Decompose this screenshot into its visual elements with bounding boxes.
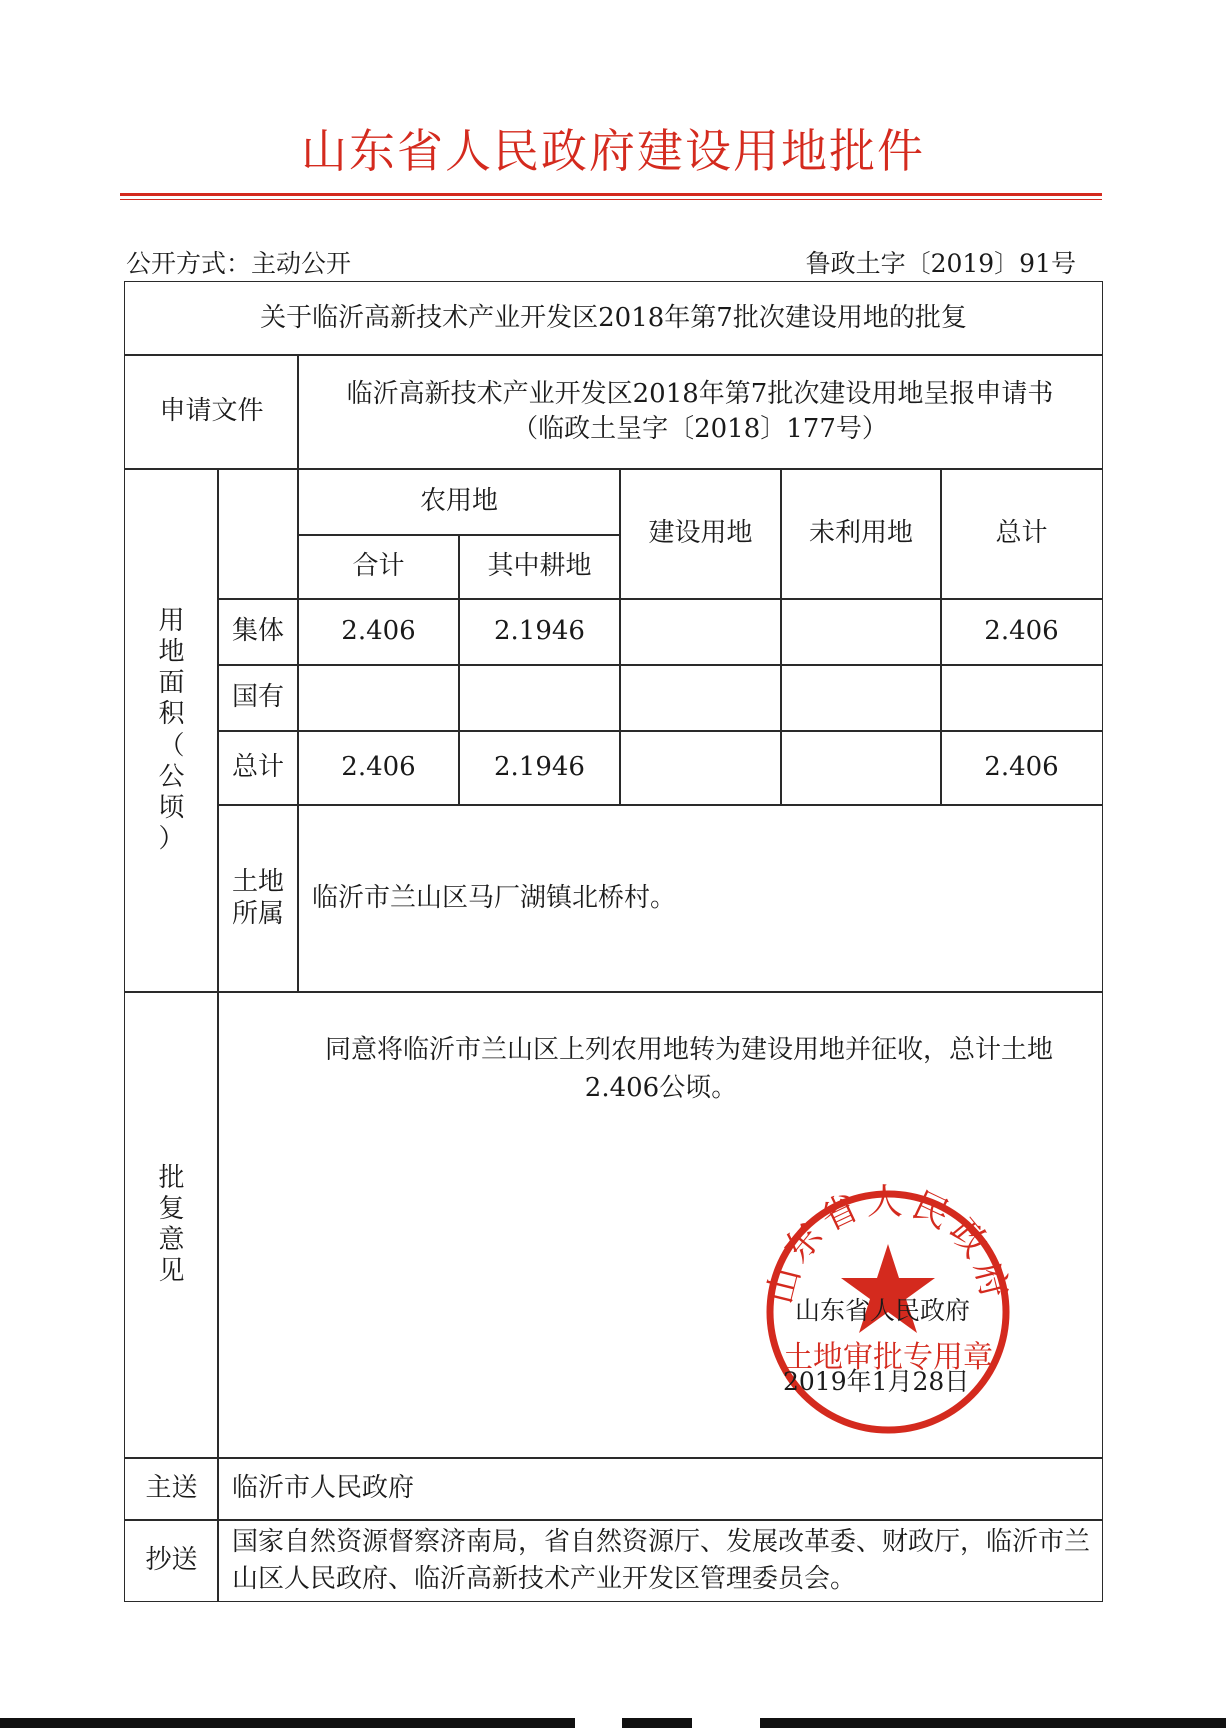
main-recipient: 临沂市人民政府 bbox=[232, 1473, 415, 1504]
vertical-char: ） bbox=[158, 824, 185, 855]
opinion-label bbox=[158, 1163, 184, 1288]
seal-bottom-text: 土地审批专用章 bbox=[783, 1340, 993, 1375]
header-construction-label: 建设用地 bbox=[648, 518, 753, 549]
signing-authority: 山东省人民政府 bbox=[795, 1296, 971, 1325]
row-collective-total bbox=[940, 598, 1103, 666]
row-state-subtotal bbox=[297, 664, 460, 732]
row-label: 国有 bbox=[231, 682, 284, 713]
disclosure-method: 公开方式：主动公开 bbox=[126, 249, 352, 278]
cc-cell bbox=[217, 1519, 1103, 1602]
cell-value: 2.406 bbox=[984, 616, 1059, 647]
row-state-arable bbox=[458, 664, 621, 732]
opinion-label-cell bbox=[124, 991, 219, 1459]
area-side-label-cell bbox=[124, 468, 219, 993]
vertical-char: 见 bbox=[158, 1256, 185, 1287]
row-total-subtotal bbox=[297, 730, 460, 806]
row-total-construction bbox=[619, 730, 782, 806]
title-rule-thin bbox=[120, 199, 1102, 200]
cell-value: 2.1946 bbox=[494, 752, 585, 783]
main-recipient-cell bbox=[217, 1457, 1103, 1521]
row-total-label bbox=[217, 730, 299, 806]
row-label: 总计 bbox=[231, 752, 284, 783]
header-total-label: 总计 bbox=[995, 518, 1048, 549]
opinion-cell bbox=[217, 991, 1103, 1459]
cc-label: 抄送 bbox=[145, 1544, 198, 1575]
vertical-char: 意 bbox=[158, 1225, 185, 1255]
header-arable-label: 其中耕地 bbox=[487, 551, 592, 582]
ownership-label-cell bbox=[217, 804, 299, 993]
vertical-char: 地 bbox=[158, 636, 185, 667]
vertical-char: 批 bbox=[158, 1162, 185, 1193]
signing-date: 2019年1月28日 bbox=[783, 1367, 970, 1396]
row-label: 集体 bbox=[231, 616, 284, 647]
header-agricultural-label: 农用地 bbox=[419, 486, 498, 517]
approval-form bbox=[124, 281, 1103, 1602]
vertical-char: 积 bbox=[158, 699, 185, 730]
area-corner-cell bbox=[217, 468, 299, 600]
cc-label-cell bbox=[124, 1519, 219, 1602]
cell-value: 2.406 bbox=[341, 616, 416, 647]
seal-top-text: 山东省人民政府 bbox=[759, 1182, 1017, 1309]
main-recipient-label-cell bbox=[124, 1457, 219, 1521]
cell-value: 2.406 bbox=[341, 752, 416, 783]
row-collective-arable bbox=[458, 598, 621, 666]
row-total-arable bbox=[458, 730, 621, 806]
vertical-char: 用 bbox=[158, 605, 185, 636]
ownership-label bbox=[232, 867, 284, 929]
title-rule-thick bbox=[120, 193, 1102, 196]
ownership-value-cell bbox=[297, 804, 1103, 993]
row-state-label bbox=[217, 664, 299, 732]
area-side-label bbox=[158, 606, 184, 856]
vertical-char: 顷 bbox=[158, 792, 185, 823]
row-collective-label bbox=[217, 598, 299, 666]
application-title: 临沂高新技术产业开发区2018年第7批次建设用地呈报申请书 bbox=[346, 378, 1054, 409]
vertical-char: 面 bbox=[158, 668, 185, 699]
subject-cell bbox=[124, 281, 1103, 356]
vertical-char: （ bbox=[158, 730, 185, 761]
header-arable bbox=[458, 534, 621, 600]
row-collective-construction bbox=[619, 598, 782, 666]
scan-edge-bar bbox=[622, 1718, 692, 1728]
subject-text: 关于临沂高新技术产业开发区2018年第7批次建设用地的批复 bbox=[260, 302, 967, 333]
application-label-cell bbox=[124, 354, 299, 470]
opinion-text: 同意将临沂市兰山区上列农用地转为建设用地并征收，总计土地2.406公顷。 bbox=[324, 1035, 1053, 1103]
document-title: 山东省人民政府建设用地批件 bbox=[301, 124, 925, 178]
header-subtotal bbox=[297, 534, 460, 600]
row-total-unused bbox=[780, 730, 942, 806]
application-label: 申请文件 bbox=[159, 396, 264, 427]
row-collective-unused bbox=[780, 598, 942, 666]
header-total bbox=[940, 468, 1103, 600]
ownership-value: 临沂市兰山区马厂湖镇北桥村。 bbox=[312, 882, 677, 913]
header-agricultural bbox=[297, 468, 621, 536]
application-number: （临政土呈字〔2018〕177号） bbox=[512, 414, 888, 444]
vertical-char: 公 bbox=[158, 761, 185, 792]
header-unused bbox=[780, 468, 942, 600]
row-state-construction bbox=[619, 664, 782, 732]
scan-edge-bar bbox=[760, 1718, 1226, 1728]
cc-recipients: 国家自然资源督察济南局，省自然资源厅、发展改革委、财政厅，临沂市兰山区人民政府、临沂高新技术产业开发区管理委员会。 bbox=[232, 1527, 1091, 1594]
header-unused-label: 未利用地 bbox=[808, 518, 913, 549]
vertical-char: 复 bbox=[158, 1193, 185, 1224]
row-total-total bbox=[940, 730, 1103, 806]
header-subtotal-label: 合计 bbox=[352, 551, 405, 582]
row-state-total bbox=[940, 664, 1103, 732]
row-collective-subtotal bbox=[297, 598, 460, 666]
cell-value: 2.1946 bbox=[494, 616, 585, 647]
header-construction bbox=[619, 468, 782, 600]
application-cell bbox=[297, 354, 1103, 470]
cell-value: 2.406 bbox=[984, 752, 1059, 783]
ownership-label-line: 所属 bbox=[231, 898, 284, 929]
main-recipient-label: 主送 bbox=[145, 1473, 198, 1504]
row-state-unused bbox=[780, 664, 942, 732]
scan-edge-bar bbox=[0, 1718, 575, 1728]
document-number: 鲁政土字〔2019〕91号 bbox=[805, 249, 1076, 278]
ownership-label-line: 土地 bbox=[231, 867, 284, 898]
